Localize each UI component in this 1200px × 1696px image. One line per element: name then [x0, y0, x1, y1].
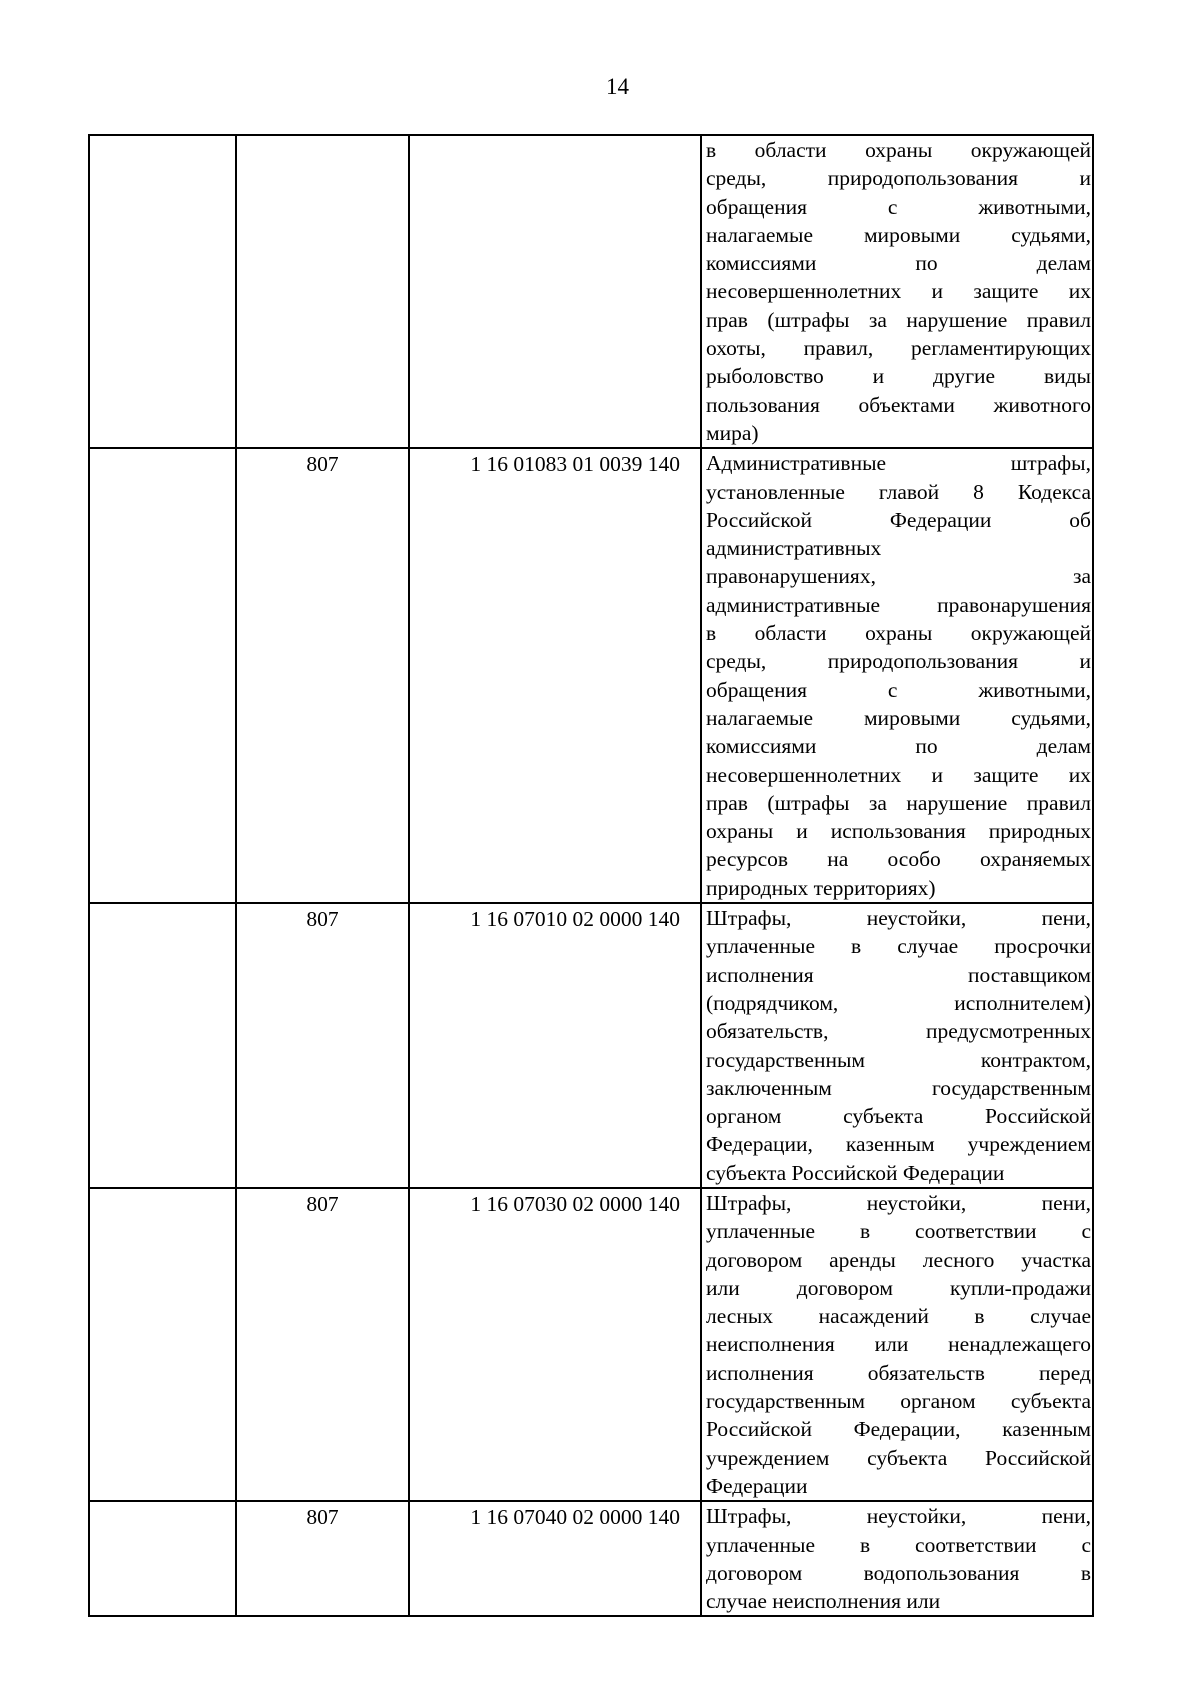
admin-code-cell [236, 1501, 409, 1616]
table-row [89, 135, 1093, 448]
description-line: комиссиями по делам [706, 734, 1091, 759]
description-line: уплаченные в случае просрочки [706, 934, 1091, 959]
description-line: учреждением субъекта Российской [706, 1445, 1091, 1470]
description-line: государственным контрактом, [706, 1047, 1091, 1072]
description-cell [701, 1501, 1093, 1616]
description-line: исполнения поставщиком [706, 962, 1091, 987]
description-line: субъекта Российской Федерации [706, 1160, 1005, 1185]
description-line: в области охраны окружающей [706, 138, 1091, 162]
description-line: договором аренды лесного участка [706, 1247, 1091, 1272]
description-line: или договором купли-продажи [706, 1275, 1091, 1300]
kbk-code-cell [409, 1188, 701, 1501]
description-line: государственным органом субъекта [706, 1389, 1091, 1414]
kbk-code-cell [409, 903, 701, 1188]
description-line: налагаемые мировыми судьями, [706, 222, 1091, 247]
blank-cell [89, 135, 236, 448]
description-line: обязательств, предусмотренных [706, 1019, 1091, 1044]
description-line: Административные штрафы, [706, 451, 1091, 476]
description-line: мира) [706, 420, 759, 445]
description-line: Федерации, казенным учреждением [706, 1132, 1091, 1157]
description-line: (подрядчиком, исполнителем) [706, 990, 1091, 1015]
description-cell [701, 1188, 1093, 1501]
description-line: уплаченные в соответствии с [706, 1219, 1091, 1244]
kbk-code-cell [409, 448, 701, 903]
description-line: случае неисполнения или [706, 1589, 941, 1614]
admin-code: 807 [306, 1505, 339, 1530]
description-line: среды, природопользования и [706, 166, 1091, 191]
kbk-code-cell [409, 135, 701, 448]
description-line: установленные главой 8 Кодекса [706, 479, 1091, 504]
admin-code-cell [236, 135, 409, 448]
revenue-codes-table [88, 134, 1094, 1617]
description-line: рыболовство и другие виды [706, 364, 1091, 389]
description-line: обращения с животными, [706, 194, 1091, 219]
description-line: среды, природопользования и [706, 649, 1091, 674]
admin-code [237, 136, 408, 137]
description-cell [701, 903, 1093, 1188]
description-text [702, 904, 1092, 1187]
kbk-code-cell [409, 1501, 701, 1616]
description-line: Штрафы, неустойки, пени, [706, 1504, 1091, 1529]
description-line: Российской Федерации об [706, 507, 1091, 532]
blank-cell [89, 903, 236, 1188]
page-number: 14 [606, 74, 629, 99]
description-line: прав (штрафы за нарушение правил [706, 307, 1091, 332]
description-line: исполнения обязательств перед [706, 1360, 1091, 1385]
description-line: органом субъекта Российской [706, 1104, 1091, 1129]
description-line: Штрафы, неустойки, пени, [706, 906, 1091, 931]
admin-code-cell [236, 448, 409, 903]
description-line: правонарушениях, за [706, 564, 1091, 589]
description-line: охраны и использования природных [706, 819, 1091, 844]
description-line: природных территориях) [706, 875, 936, 900]
kbk-code: 1 16 07010 02 0000 140 [470, 907, 680, 932]
description-line: комиссиями по делам [706, 251, 1091, 276]
description-line: административных [706, 536, 882, 561]
kbk-code: 1 16 07040 02 0000 140 [470, 1505, 680, 1530]
description-cell [701, 448, 1093, 903]
admin-code: 807 [306, 1191, 339, 1216]
description-line: несовершеннолетних и защите их [706, 279, 1091, 304]
blank-cell [89, 1501, 236, 1616]
description-line: обращения с животными, [706, 677, 1091, 702]
description-line: неисполнения или ненадлежащего [706, 1332, 1091, 1357]
description-line: прав (штрафы за нарушение правил [706, 790, 1091, 815]
description-line: ресурсов на особо охраняемых [706, 847, 1091, 872]
description-cell [701, 135, 1093, 448]
table-row [89, 1501, 1093, 1616]
description-line: Российской Федерации, казенным [706, 1417, 1091, 1442]
admin-code-cell [236, 1188, 409, 1501]
description-line: Штрафы, неустойки, пени, [706, 1190, 1091, 1215]
description-line: административные правонарушения [706, 592, 1091, 617]
blank-cell [89, 1188, 236, 1501]
description-line: договором водопользования в [706, 1560, 1091, 1585]
table-row [89, 1188, 1093, 1501]
description-line: в области охраны окружающей [706, 621, 1091, 646]
description-line: Федерации [706, 1473, 808, 1498]
blank-cell [89, 448, 236, 903]
description-text [702, 449, 1092, 902]
kbk-code: 1 16 07030 02 0000 140 [470, 1191, 680, 1216]
description-line: лесных насаждений в случае [706, 1304, 1091, 1329]
description-line: заключенным государственным [706, 1075, 1091, 1100]
description-text [702, 136, 1092, 447]
description-line: охоты, правил, регламентирующих [706, 336, 1091, 361]
description-line: пользования объектами животного [706, 392, 1091, 417]
description-line: несовершеннолетних и защите их [706, 762, 1091, 787]
description-text [702, 1502, 1092, 1615]
kbk-code [410, 136, 700, 137]
description-line: налагаемые мировыми судьями, [706, 705, 1091, 730]
admin-code: 807 [306, 452, 339, 477]
description-text [702, 1189, 1092, 1500]
table-row [89, 448, 1093, 903]
description-line: уплаченные в соответствии с [706, 1532, 1091, 1557]
admin-code-cell [236, 903, 409, 1188]
table-row [89, 903, 1093, 1188]
kbk-code: 1 16 01083 01 0039 140 [470, 452, 680, 477]
admin-code: 807 [306, 907, 339, 932]
